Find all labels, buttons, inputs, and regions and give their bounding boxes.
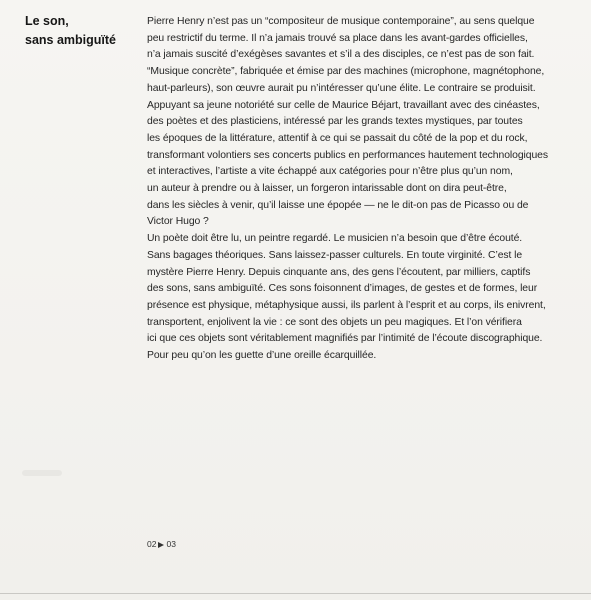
paper-smudge	[22, 470, 62, 476]
right-triangle-icon	[158, 542, 164, 548]
body-line: des sons, sans ambiguïté. Ces sons foisonnent d’images, de gestes et de formes, leur	[147, 283, 538, 295]
body-line: des poètes et des plasticiens, intéressé par les grands textes mystiques, par toutes	[147, 116, 523, 128]
body-line: présence est physique, métaphysique aussi, ils parlent à l’esprit et au corps, ils enivrent,	[147, 299, 546, 311]
section-title	[25, 12, 135, 50]
body-line: mystère Pierre Henry. Depuis cinquante ans, des gens l’écoutent, par milliers, captifs	[147, 266, 531, 278]
body-line: et interactives, l’artiste a vite échappé aux catégories pour n’être plus qu’un nom,	[147, 166, 513, 178]
section-title-line-2: sans ambiguïté	[25, 33, 116, 47]
body-line: transformant volontiers ses concerts publics en performances hautement technologiques	[147, 149, 548, 161]
body-line: Victor Hugo ?	[147, 216, 209, 228]
page-to: 03	[166, 539, 176, 549]
body-line: Pour peu qu’on les guette d’une oreille écarquillée.	[147, 350, 377, 362]
body-line: Pierre Henry n’est pas un “compositeur de musique contemporaine”, au sens quelque	[147, 16, 535, 27]
page-indicator	[147, 539, 176, 549]
body-line: Sans bagages théoriques. Sans laissez-passer culturels. En toute virginité. C’est le	[147, 249, 523, 261]
body-line: dans les siècles à venir, qu’il laisse une épopée — ne le dit-on pas de Picasso ou de	[147, 199, 529, 211]
body-line: peu restrictif du terme. Il n’a jamais trouvé sa place dans les avant-gardes officielles,	[147, 32, 528, 44]
body-line: haut-parleurs), son œuvre aurait pu n’intéresser qu’une élite. Le contraire se produisit.	[147, 82, 536, 94]
body-line: Un poète doit être lu, un peintre regardé. Le musicien n’a besoin que d’être écouté.	[147, 233, 523, 245]
body-line: Appuyant sa jeune notoriété sur celle de Maurice Béjart, travaillant avec des cinéastes,	[147, 99, 540, 111]
body-line: “Musique concrète”, fabriquée et émise par des machines (microphone, magnétophone,	[147, 66, 545, 78]
body-text	[147, 14, 591, 365]
body-line: les époques de la littérature, attentif à ce qui se passait du côté de la pop et du rock,	[147, 132, 528, 144]
body-line: transportent, enjolivent la vie : ce sont des objets un peu magiques. Et l’on vérifiera	[147, 316, 522, 328]
body-line: ici que ces objets sont véritablement magnifiés par l’intimité de l’écoute discographique.	[147, 333, 543, 345]
page-from: 02	[147, 539, 157, 549]
body-line: n’a jamais suscité d’exégèses savantes et s’il a des disciples, ce n’est pas de son fait.	[147, 49, 535, 61]
bottom-rule	[0, 593, 591, 594]
section-title-line-1: Le son,	[25, 14, 69, 28]
body-line: un auteur à prendre ou à laisser, un forgeron intarissable dont on dira peut-être,	[147, 183, 507, 195]
